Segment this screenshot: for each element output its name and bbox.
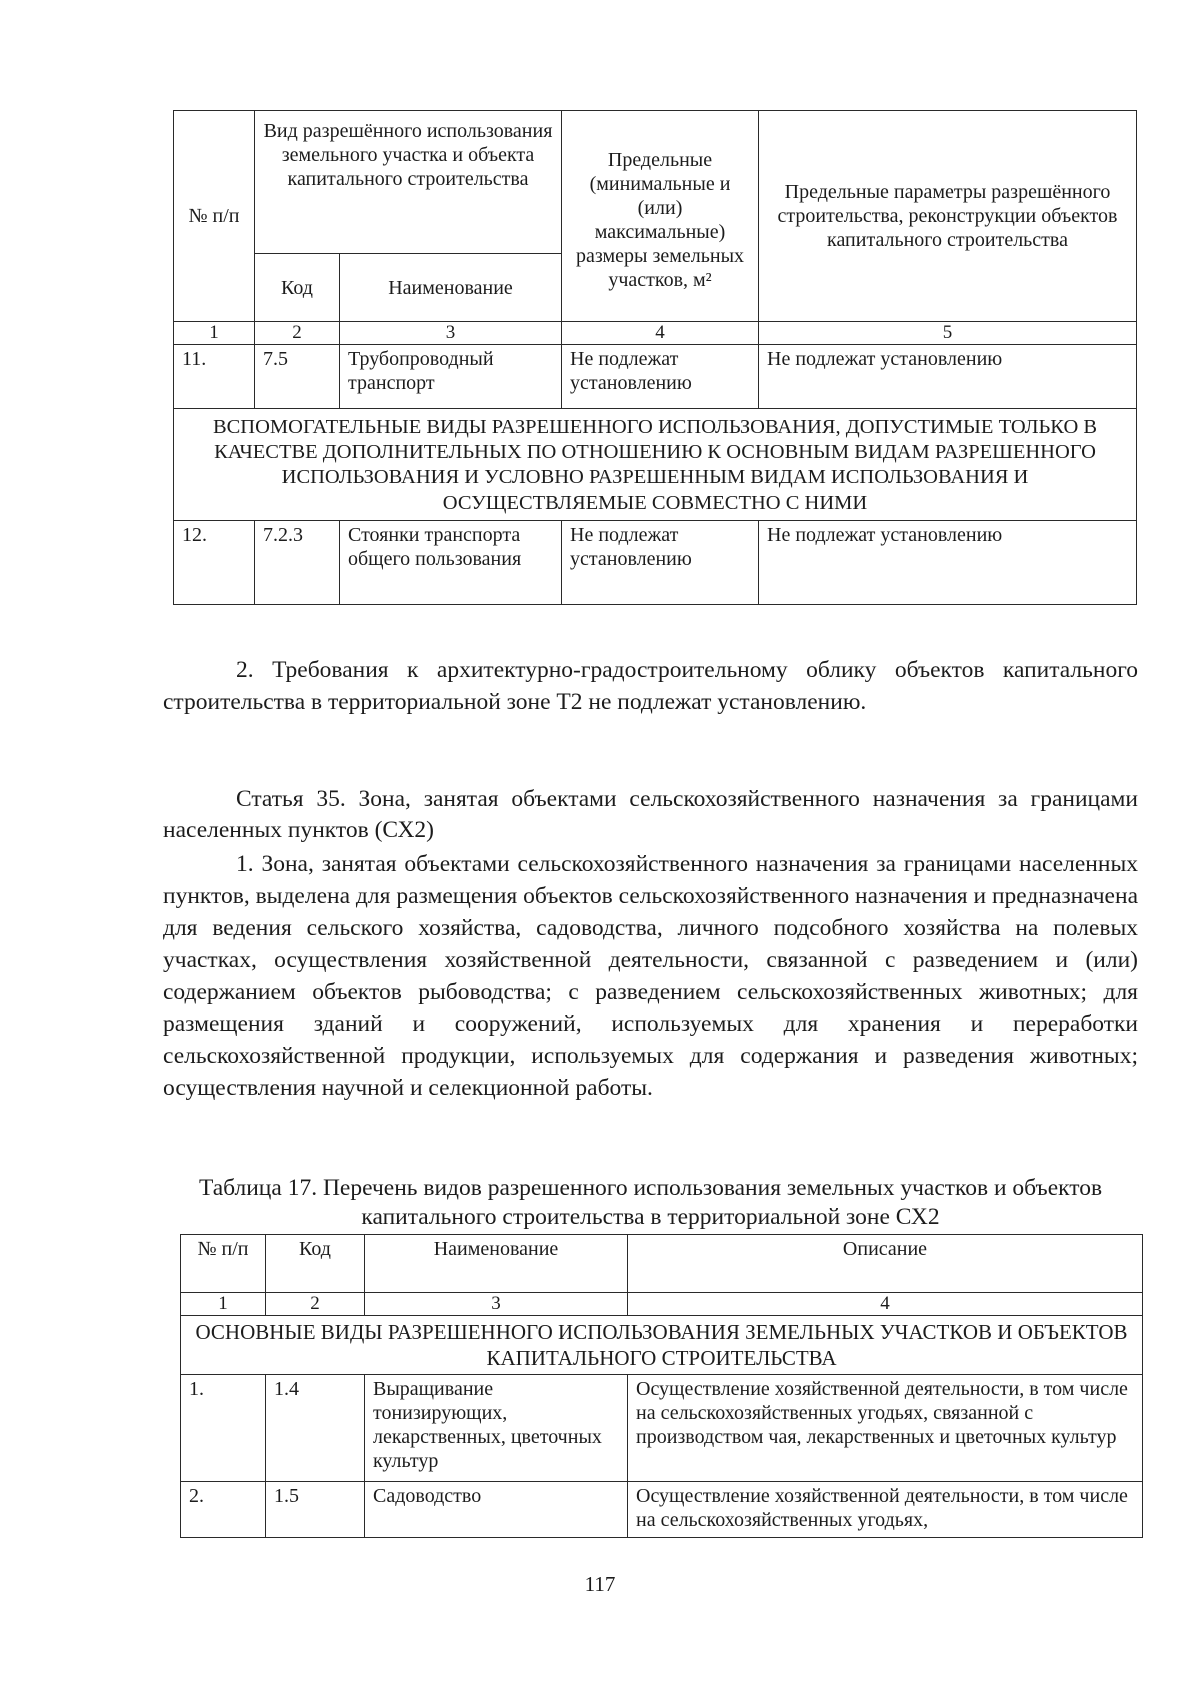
section-heading-auxiliary: ВСПОМОГАТЕЛЬНЫЕ ВИДЫ РАЗРЕШЕННОГО ИСПОЛЬЗОВАНИЯ, ДОПУСТИМЫЕ ТОЛЬКО В КАЧЕСТВЕ ДОПОЛНИТЕЛЬНЫХ ПО ОТНОШЕНИЮ К ОСНОВНЫМ ВИДАМ РАЗРЕШЕННОГО ИСПОЛЬЗОВАНИЯ И УСЛОВНО РАЗРЕШЕННЫМ ВИДАМ ИСПОЛЬЗОВАНИЯ И ОСУЩЕСТВЛЯЕМЫЕ СОВМЕСТНО С НИМИ <box>174 409 1137 521</box>
header-name: Наименование <box>365 1235 628 1293</box>
header-params: Предельные параметры разрешённого строительства, реконструкции объектов капитального строительства <box>759 111 1137 322</box>
row-code: 7.5 <box>255 345 340 409</box>
row-params: Не подлежат установлению <box>759 520 1137 604</box>
row-code: 1.4 <box>266 1374 365 1481</box>
col-number: 4 <box>562 322 759 345</box>
section-heading-main: ОСНОВНЫЕ ВИДЫ РАЗРЕШЕННОГО ИСПОЛЬЗОВАНИЯ ЗЕМЕЛЬНЫХ УЧАСТКОВ И ОБЪЕКТОВ КАПИТАЛЬНОГО СТРОИТЕЛЬСТВА <box>181 1316 1143 1375</box>
row-params: Не подлежат установлению <box>759 345 1137 409</box>
row-desc: Осуществление хозяйственной деятельности, в том числе на сельскохозяйственных угодьях, <box>628 1481 1143 1537</box>
land-use-table-continued <box>173 110 1137 605</box>
header-size: Предельные (минимальные и (или) максимальные) размеры земельных участков, м² <box>562 111 759 322</box>
header-code: Код <box>255 254 340 322</box>
col-number: 3 <box>340 322 562 345</box>
row-name: Трубопроводный транспорт <box>340 345 562 409</box>
table-row <box>181 1374 1143 1481</box>
row-num: 1. <box>181 1374 266 1481</box>
col-number: 2 <box>266 1293 365 1316</box>
header-num: № п/п <box>181 1235 266 1293</box>
row-desc: Осуществление хозяйственной деятельности, в том числе на сельскохозяйственных угодьях, связанной с производством чая, лекарственных и цветочных культур <box>628 1374 1143 1481</box>
col-number: 5 <box>759 322 1137 345</box>
row-name: Выращивание тонизирующих, лекарственных, цветочных культур <box>365 1374 628 1481</box>
col-number: 1 <box>174 322 255 345</box>
row-name: Садоводство <box>365 1481 628 1537</box>
header-desc: Описание <box>628 1235 1143 1293</box>
row-code: 1.5 <box>266 1481 365 1537</box>
table-caption: Таблица 17. Перечень видов разрешенного использования земельных участков и объектов капитального строительства в территориальной зоне СХ2 <box>198 1175 1103 1230</box>
paragraph-zone-description: 1. Зона, занятая объектами сельскохозяйственного назначения за границами населенных пунктов, выделена для размещения объектов сельскохозяйственного назначения и предназначена для ведения сельского хозяйства, садоводства, личного подсобного хозяйства на полевых участках, осуществления хозяйственной деятельности, связанной с разведением и (или) содержанием объектов рыбоводства; с разведением сельскохозяйственных животных; для размещения зданий и сооружений, используемых для хранения и переработки сельскохозяйственной продукции, используемых для содержания и разведения животных; осуществления научной и селекционной работы. <box>163 851 1138 1101</box>
page-number: 117 <box>584 1572 616 1596</box>
header-vid: Вид разрешённого использования земельного участка и объекта капитального строительства <box>255 111 562 254</box>
row-num: 11. <box>174 345 255 409</box>
header-code: Код <box>266 1235 365 1293</box>
paragraph-requirements: 2. Требования к архитектурно-градостроительному облику объектов капитального строительства в территориальной зоне Т2 не подлежат установлению. <box>163 657 1138 715</box>
table-row <box>174 345 1137 409</box>
header-name: Наименование <box>340 254 562 322</box>
row-size: Не подлежат установлению <box>562 345 759 409</box>
col-number: 1 <box>181 1293 266 1316</box>
table-row <box>174 520 1137 604</box>
col-number: 2 <box>255 322 340 345</box>
article-title: Статья 35. Зона, занятая объектами сельскохозяйственного назначения за границами населенных пунктов (СХ2) <box>163 786 1138 843</box>
col-number: 4 <box>628 1293 1143 1316</box>
row-size: Не подлежат установлению <box>562 520 759 604</box>
row-num: 12. <box>174 520 255 604</box>
row-num: 2. <box>181 1481 266 1537</box>
land-use-table-17 <box>180 1234 1143 1538</box>
header-num: № п/п <box>174 111 255 322</box>
col-number: 3 <box>365 1293 628 1316</box>
row-code: 7.2.3 <box>255 520 340 604</box>
row-name: Стоянки транспорта общего пользования <box>340 520 562 604</box>
table-row <box>181 1481 1143 1537</box>
